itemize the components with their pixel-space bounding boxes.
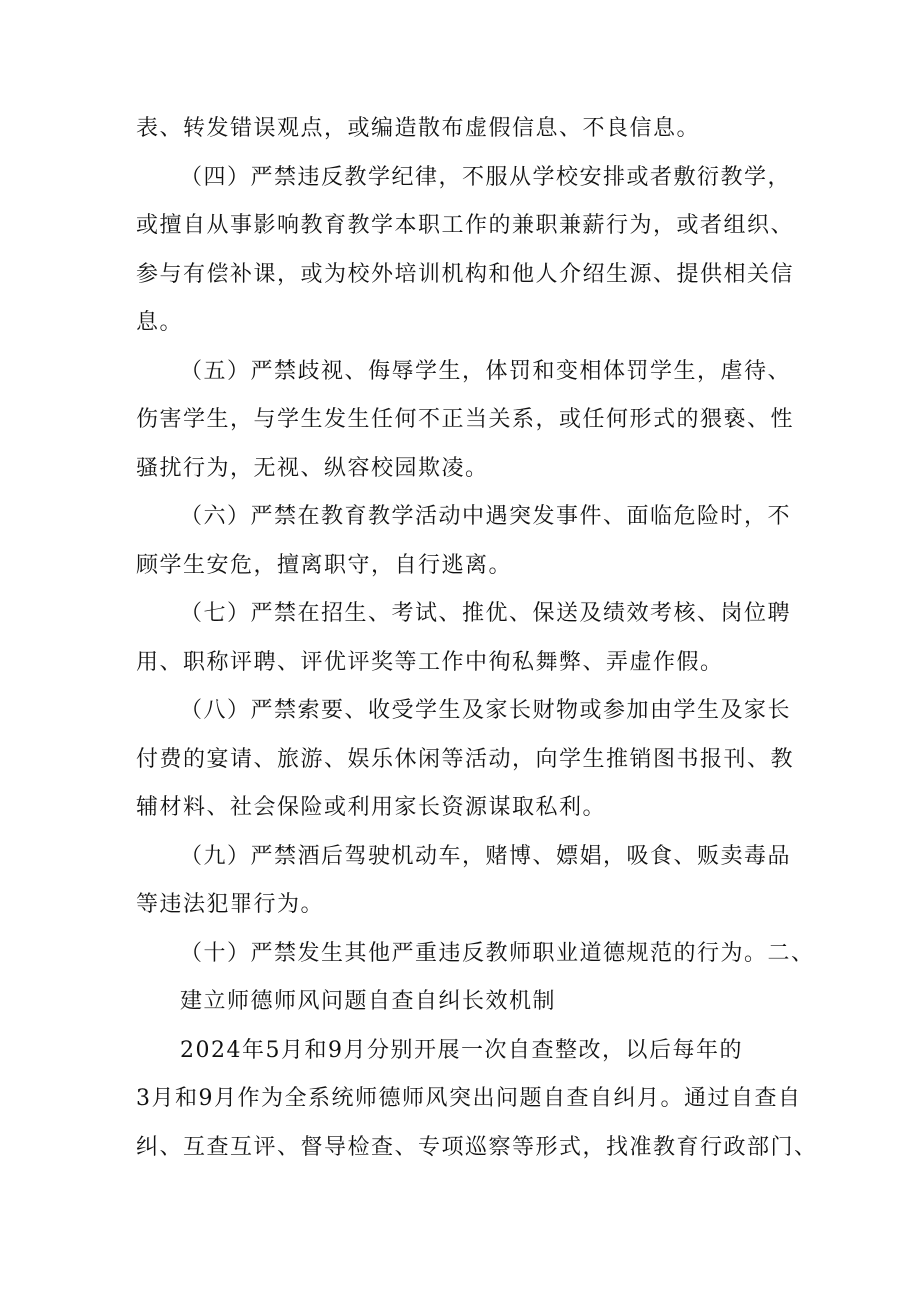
text-line-6: （五）严禁歧视、侮辱学生，体罚和变相体罚学生，虐待、 xyxy=(180,359,792,384)
text-line-18: （十）严禁发生其他严重违反教师职业道德规范的行为。二、 xyxy=(180,941,815,966)
text-line-10: 顾学生安危，擅离职守，自行逃离。 xyxy=(136,553,513,578)
text-line-12: 用、职称评聘、评优评奖等工作中徇私舞弊、弄虚作假。 xyxy=(136,650,724,675)
text-line-13: （八）严禁索要、收受学生及家长财物或参加由学生及家长 xyxy=(180,698,792,723)
text-line-22: 纠、互查互评、督导检查、专项巡察等形式，找准教育行政部门、 xyxy=(136,1135,818,1160)
text-line-20: 2024年5月和9月分别开展一次自查整改，以后每年的 xyxy=(180,1038,743,1063)
text-line-21: 3月和9月作为全系统师德师风突出问题自查自纠月。通过自查自 xyxy=(136,1086,802,1111)
text-line-14: 付费的宴请、旅游、娱乐休闲等活动，向学生推销图书报刊、教 xyxy=(136,747,795,772)
text-line-8: 骚扰行为，无视、纵容校园欺凌。 xyxy=(136,456,489,481)
text-line-17: 等违法犯罪行为。 xyxy=(136,892,325,917)
text-line-19: 建立师德师风问题自查自纠长效机制 xyxy=(180,989,557,1014)
text-line-9: （六）严禁在教育教学活动中遇突发事件、面临危险时，不 xyxy=(180,504,792,529)
text-line-7: 伤害学生，与学生发生任何不正当关系，或任何形式的猥亵、性 xyxy=(136,407,795,432)
text-line-11: （七）严禁在招生、考试、推优、保送及绩效考核、岗位聘 xyxy=(180,601,792,626)
text-line-16: （九）严禁酒后驾驶机动车，赌博、嫖娼，吸食、贩卖毒品 xyxy=(180,844,792,869)
text-line-2: （四）严禁违反教学纪律，不服从学校安排或者敷衍教学， xyxy=(180,165,792,190)
text-line-5: 息。 xyxy=(136,310,184,335)
text-line-4: 参与有偿补课，或为校外培训机构和他人介绍生源、提供相关信 xyxy=(136,262,795,287)
text-line-1: 表、转发错误观点，或编造散布虚假信息、不良信息。 xyxy=(136,116,701,141)
text-line-3: 或擅自从事影响教育教学本职工作的兼职兼薪行为，或者组织、 xyxy=(136,213,795,238)
text-line-15: 辅材料、社会保险或利用家长资源谋取私利。 xyxy=(136,795,607,820)
